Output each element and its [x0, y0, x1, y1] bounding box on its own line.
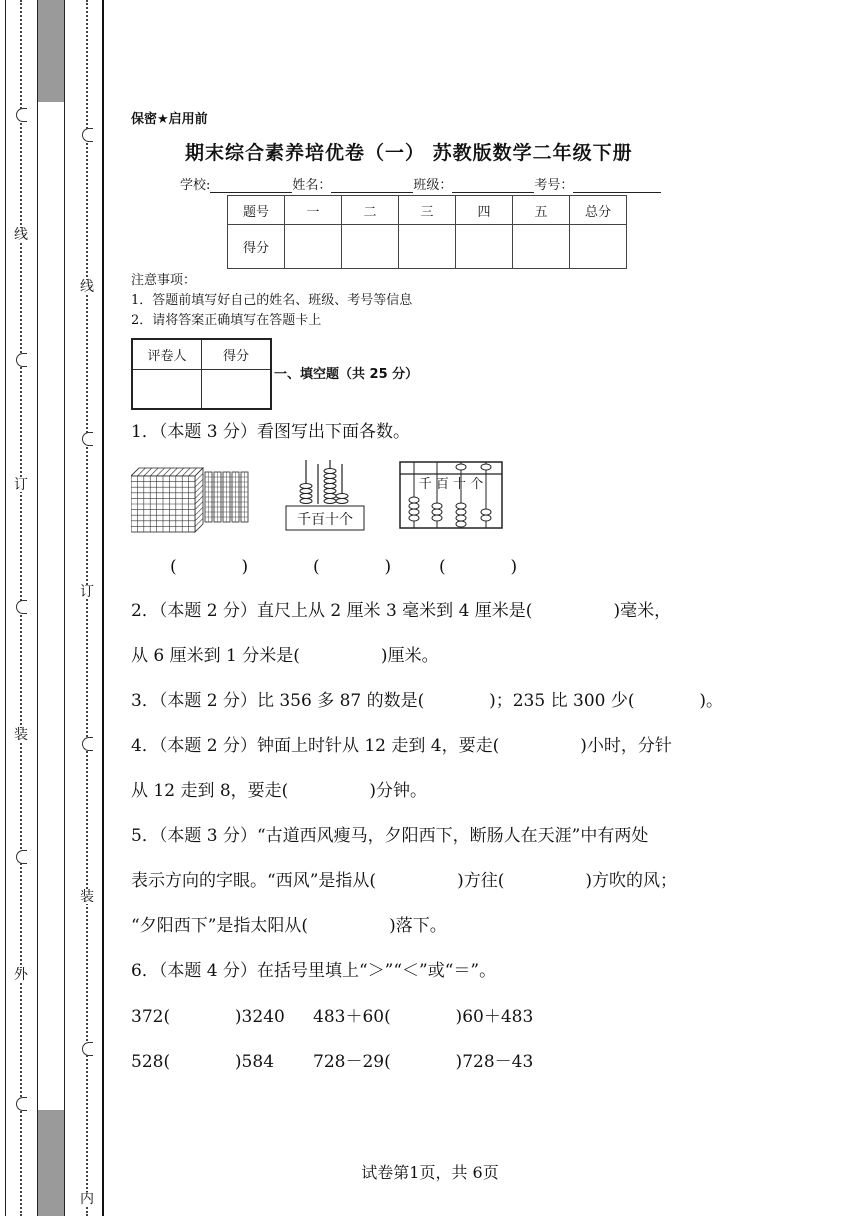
gray-block-top [38, 0, 64, 102]
margin-border [37, 0, 38, 1216]
abacus-figure [398, 460, 504, 530]
q6-item-4: 728－29( )728－43 [313, 1052, 534, 1072]
grader-header: 评卷人 [132, 339, 202, 370]
counter-label: 千百十个 [297, 512, 353, 528]
binding-hole-icon [16, 108, 27, 122]
question-6: 6．（本题 4 分）在括号里填上“＞”“＜”或“＝”。 [131, 961, 497, 981]
outer-label-stitch: 装 [14, 727, 28, 743]
confidential-mark: 保密★启用前 [131, 112, 208, 127]
exam-no-field[interactable] [573, 178, 661, 193]
question-3: 3．（本题 2 分）比 356 多 87 的数是( )；235 比 300 少( )。 [131, 691, 723, 711]
class-label: 班级： [413, 178, 453, 193]
binding-hole-icon [16, 1097, 27, 1111]
binding-hole-icon [82, 128, 93, 142]
outer-label-line: 线 [14, 227, 28, 243]
score-header-cell: 二 [342, 196, 399, 225]
score-header-cell: 四 [456, 196, 513, 225]
binding-hole-icon [82, 1042, 93, 1056]
score-cell[interactable] [399, 225, 456, 269]
inner-label-inside: 内 [80, 1191, 94, 1207]
inner-dotted-line [86, 0, 88, 1216]
question-5-line2: 表示方向的字眼。“西风”是指从( )方往( )方吹的风； [131, 871, 678, 891]
question-5-line3: “夕阳西下”是指太阳从( )落下。 [131, 916, 447, 936]
binding-hole-icon [16, 850, 27, 864]
score-cell[interactable] [342, 225, 399, 269]
class-field[interactable] [452, 178, 534, 193]
q6-item-1: 372( )3240 [131, 1007, 285, 1027]
margin-border-left [5, 0, 6, 1216]
page-title: 期末综合素养培优卷（一） 苏教版数学二年级下册 [185, 142, 633, 164]
question-4-line2: 从 12 走到 8，要走( )分钟。 [131, 781, 427, 801]
base-ten-blocks-figure [131, 464, 255, 534]
student-info-line [180, 174, 661, 193]
score-cell[interactable] [513, 225, 570, 269]
name-label: 姓名： [292, 178, 332, 193]
inner-label-bind: 订 [80, 584, 94, 600]
inner-label-line: 线 [80, 279, 94, 295]
score-row-label: 得分 [228, 225, 285, 269]
margin-border-right [102, 0, 104, 1216]
q6-item-3: 528( )584 [131, 1052, 275, 1072]
section-title: 一、填空题（共 25 分） [274, 367, 419, 382]
score-cell[interactable] [285, 225, 342, 269]
score-cell[interactable] [456, 225, 513, 269]
binding-hole-icon [16, 600, 27, 614]
page-footer: 试卷第1页，共 6页 [361, 1163, 499, 1182]
grader-cell[interactable] [132, 370, 202, 410]
inner-label-stitch: 装 [80, 889, 94, 905]
question-5-line1: 5．（本题 3 分）“古道西风瘦马，夕阳西下，断肠人在天涯”中有两处 [131, 826, 649, 846]
score-header-cell: 三 [399, 196, 456, 225]
question-2-line1: 2．（本题 2 分）直尺上从 2 厘米 3 毫米到 4 厘米是( )毫米， [131, 601, 672, 621]
question-4-line1: 4．（本题 2 分）钟面上时针从 12 走到 4，要走( )小时，分针 [131, 736, 672, 756]
counter-figure [284, 458, 368, 534]
notes [131, 271, 412, 331]
q1-answer-1[interactable]: ( ) [170, 557, 249, 577]
score-header-cell: 总分 [570, 196, 627, 225]
question-2-line2: 从 6 厘米到 1 分米是( )厘米。 [131, 646, 439, 666]
question-1: 1．（本题 3 分）看图写出下面各数。 [131, 422, 410, 442]
school-label: 学校: [180, 178, 211, 193]
notes-item: 2．请将答案正确填写在答题卡上 [131, 313, 322, 328]
abacus-label: 千 百 十 个 [418, 477, 484, 492]
grader-table [131, 338, 272, 410]
grader-header: 得分 [202, 339, 272, 370]
name-field[interactable] [331, 178, 413, 193]
q1-answer-2[interactable]: ( ) [313, 557, 392, 577]
binding-hole-icon [82, 432, 93, 446]
outer-label-outside: 外 [14, 967, 28, 983]
score-header-cell: 题号 [228, 196, 285, 225]
binding-hole-icon [16, 353, 27, 367]
notes-title: 注意事项： [131, 273, 197, 288]
grader-cell[interactable] [202, 370, 272, 410]
score-header-cell: 一 [285, 196, 342, 225]
q1-answer-3[interactable]: ( ) [439, 557, 518, 577]
margin-border [64, 0, 65, 1216]
notes-item: 1．答题前填写好自己的姓名、班级、考号等信息 [131, 293, 413, 308]
school-field[interactable] [210, 178, 292, 193]
binding-hole-icon [82, 737, 93, 751]
score-table [227, 195, 627, 269]
outer-label-bind: 订 [14, 477, 28, 493]
q6-item-2: 483＋60( )60＋483 [313, 1007, 534, 1027]
score-header-cell: 五 [513, 196, 570, 225]
score-cell[interactable] [570, 225, 627, 269]
exam-no-label: 考号： [534, 178, 574, 193]
